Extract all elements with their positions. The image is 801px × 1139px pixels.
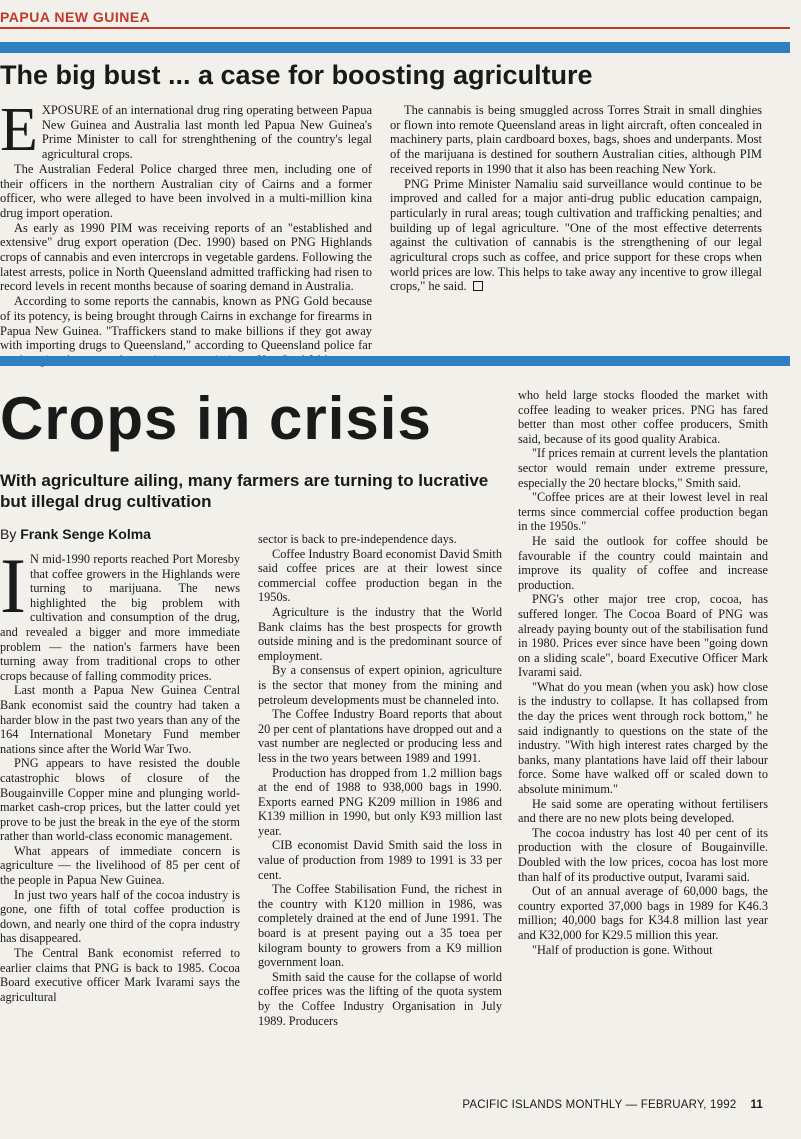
article2-paragraph: The Coffee Stabilisation Fund, the richest in the country with K120 million in 1986, was completely drained at the end of June 1991. The board is at present paying out a 35 toea per kilogram bounty to growers from a K9 million government loan.: [258, 882, 502, 970]
article1-lead-paragraph: EXPOSURE of an international drug ring operating between Papua New Guinea and Australia last month led Papua New Guinea's Prime Minister to call for strenghthening of the country's legal agricultural crops.: [0, 96, 372, 164]
article2-column-1: [0, 542, 240, 1092]
article2-paragraph: Coffee Industry Board economist David Smith said coffee prices are at their lowest since commercial coffee production began in the 1950s.: [258, 546, 502, 605]
article2-paragraph: "If prices remain at current levels the plantation sector would remain under extreme pressure, especially the 20 hectare blocks," Smith said.: [518, 446, 768, 490]
article2-dropcap: I: [0, 542, 26, 629]
article2-paragraph: The cocoa industry has lost 40 per cent of its production with the closure of Bougainville. Doubled with the low prices, cocoa has lost more than half of its productive output, Ivarami said.: [518, 825, 768, 884]
end-mark-icon: [473, 281, 483, 291]
article1-column-left: [0, 96, 372, 353]
article2-paragraph: who held large stocks flooded the market with coffee leading to weaker prices. PNG has fared better than most other coffee producers, Smith said, because of its good quality Arabica.: [518, 388, 768, 446]
article2-headline: Crops in crisis: [0, 385, 432, 452]
article2-paragraph: By a consensus of expert opinion, agriculture is the sector that money from the mining and petroleum developments must be channeled into.: [258, 663, 502, 707]
header-rule: [0, 27, 790, 29]
article2-column-3: [518, 388, 768, 1092]
article2-paragraph: What appears of immediate concern is agriculture — the livelihood of 85 per cent of the people in Papua New Guinea.: [0, 843, 240, 888]
article2-paragraph: In just two years half of the cocoa industry is gone, one fifth of total coffee production is down, and nearly one third of the copra industry has disappeared.: [0, 887, 240, 946]
byline: By Frank Senge Kolma: [0, 526, 151, 542]
article1-headline: The big bust ... a case for boosting agriculture: [0, 60, 593, 90]
article2-paragraph: He said the outlook for coffee should be favourable if the country could maintain and improve its quality of coffee and increase production.: [518, 533, 768, 592]
article2-paragraph: CIB economist David Smith said the loss in value of production from 1989 to 1991 is 33 per cent.: [258, 838, 502, 882]
mid-blue-bar: [0, 356, 790, 366]
article2-subhead: With agriculture ailing, many farmers are turning to lucrative but illegal drug cultivation: [0, 471, 489, 511]
article2-column-2: [258, 532, 502, 1092]
article2-paragraph: "Coffee prices are at their lowest level in real terms since commercial coffee production began in the 1950s.": [518, 490, 768, 534]
article2-paragraph: The Coffee Industry Board reports that about 20 per cent of plantations have dropped out and a vast number are neglected or producing less and less in the two years between 1989 and 1991.: [258, 707, 502, 765]
article2-paragraph: Agriculture is the industry that the World Bank claims has the best prospects for growth outside mining and is the predominant source of employment.: [258, 604, 502, 663]
article2-paragraph: Production has dropped from 1.2 million bags at the end of 1988 to 938,000 bags in 1990. Exports earned PNG K209 million in 1986 and K139 million in 1990, but only K93 million last year.: [258, 765, 502, 838]
page-footer: PACIFIC ISLANDS MONTHLY — FEBRUARY, 1992 11: [462, 1099, 763, 1111]
page-number: 11: [750, 1099, 763, 1111]
article2-paragraph: The Central Bank economist referred to earlier claims that PNG is back to 1985. Cocoa Board executive officer Mark Ivarami says the agricultural: [0, 946, 240, 1004]
article2-paragraph: PNG appears to have resisted the double catastrophic blows of closure of the Bougainville Copper mine and plunging world-market cash-crop prices, but the latter could yet prove to be just the break in the eye of the storm rather than world-class economic management.: [0, 756, 240, 844]
article2-paragraph: Smith said the cause for the collapse of world coffee prices was the lifting of the quota system by the Coffee Industry Organisation in July 1989. Producers: [258, 969, 502, 1028]
article1-paragraph: PNG Prime Minister Namaliu said surveillance would continue to be improved and called for a major anti-drug public education campaign, particularly in rural areas; tough cultivation and trafficking penalties; and building up of legal agriculture. "One of the most effective deterrents against the cultivation of cannabis is the strengthening of our legal agricultural crops such as coffee, and price support for these crops when world prices are low. This helps to take away any incentive to grow illegal crops," he said.: [390, 176, 762, 294]
article2-paragraph: He said some are operating without fertilisers and there are no new plots being developed.: [518, 796, 768, 826]
article2-paragraph: Out of an annual average of 60,000 bags, the country exported 37,000 bags in 1989 for K46.3 million; 40,000 bags for K34.8 million last year and K32,000 for K29.5 million this year.: [518, 884, 768, 942]
article1-paragraph: As early as 1990 PIM was receiving reports of an "established and extensive" drug export operation (Dec. 1990) based on PNG Highlands crops of cannabis and even intercrops in vegetable gardens. Following the latest arrests, police in North Queensland admitted trafficking had risen to record levels in recent months because of soaring demand in Australia.: [0, 220, 372, 294]
article2-paragraph: sector is back to pre-independence days.: [258, 532, 457, 546]
article1-paragraph: The Australian Federal Police charged three men, including one of their officers in the northern Australian city of Cairns and a former officer, who were alleged to have been involved in a multi-million kina drug import operation.: [0, 161, 372, 220]
article2-paragraph: "What do you mean (when you ask) how close is the industry to collapse. It has collapsed from the day the prices went through rock bottom," he said indignantly to questions on the state of the industry. "With high interest rates charged by the banks, many plantations have laid off their labour force. Some have walked off or scaled down to absolute minimum.": [518, 679, 768, 797]
article2-paragraph: Last month a Papua New Guinea Central Bank economist said the country had taken a harder blow in the past two years than any of the 164 International Monetary Fund member nations since after the World War Two.: [0, 683, 240, 756]
article2-paragraph: "Half of production is gone. Without: [532, 942, 713, 957]
top-blue-bar: [0, 42, 790, 53]
article1-dropcap: E: [0, 96, 38, 164]
section-label: PAPUA NEW GUINEA: [0, 9, 151, 25]
article1-paragraph: The cannabis is being smuggled across Torres Strait in small dinghies or flown into remote Queensland areas in light aircraft, often concealed in machinery parts, plain cardboard boxes, bags, shoes and underpants. Most of the marijuana is destined for southern Australian cities, although PIM received reports in 1990 that it also has been reaching New York.: [390, 103, 762, 176]
article1-paragraph: According to some reports the cannabis, known as PNG Gold because of its potency, is being brought through Cairns in exchange for firearms in Papua New Guinea. "Traffickers stand to make billions if they got away with importing drugs to Queensland," according to Queensland police far: [0, 294, 372, 353]
article1-column-right: [390, 103, 762, 353]
article2-paragraph: PNG's other major tree crop, cocoa, has suffered longer. The Cocoa Board of PNG was already paying bounty out of the stabilisation fund in 1980. Prices ever since have been "going down on a sliding scale", board Executive Officer Mark Ivarami said.: [518, 592, 768, 680]
article2-paragraph: I N mid-1990 reports reached Port Moresby that coffee growers in the Highlands were turning to marijuana. The news highlighted the big problem with cultivation and consumption of the drug, and revealed a bigger and more immediate problem — the nation's farmers have been turning away from traditional crops to other crops because of falling commodity prices.: [0, 542, 240, 683]
